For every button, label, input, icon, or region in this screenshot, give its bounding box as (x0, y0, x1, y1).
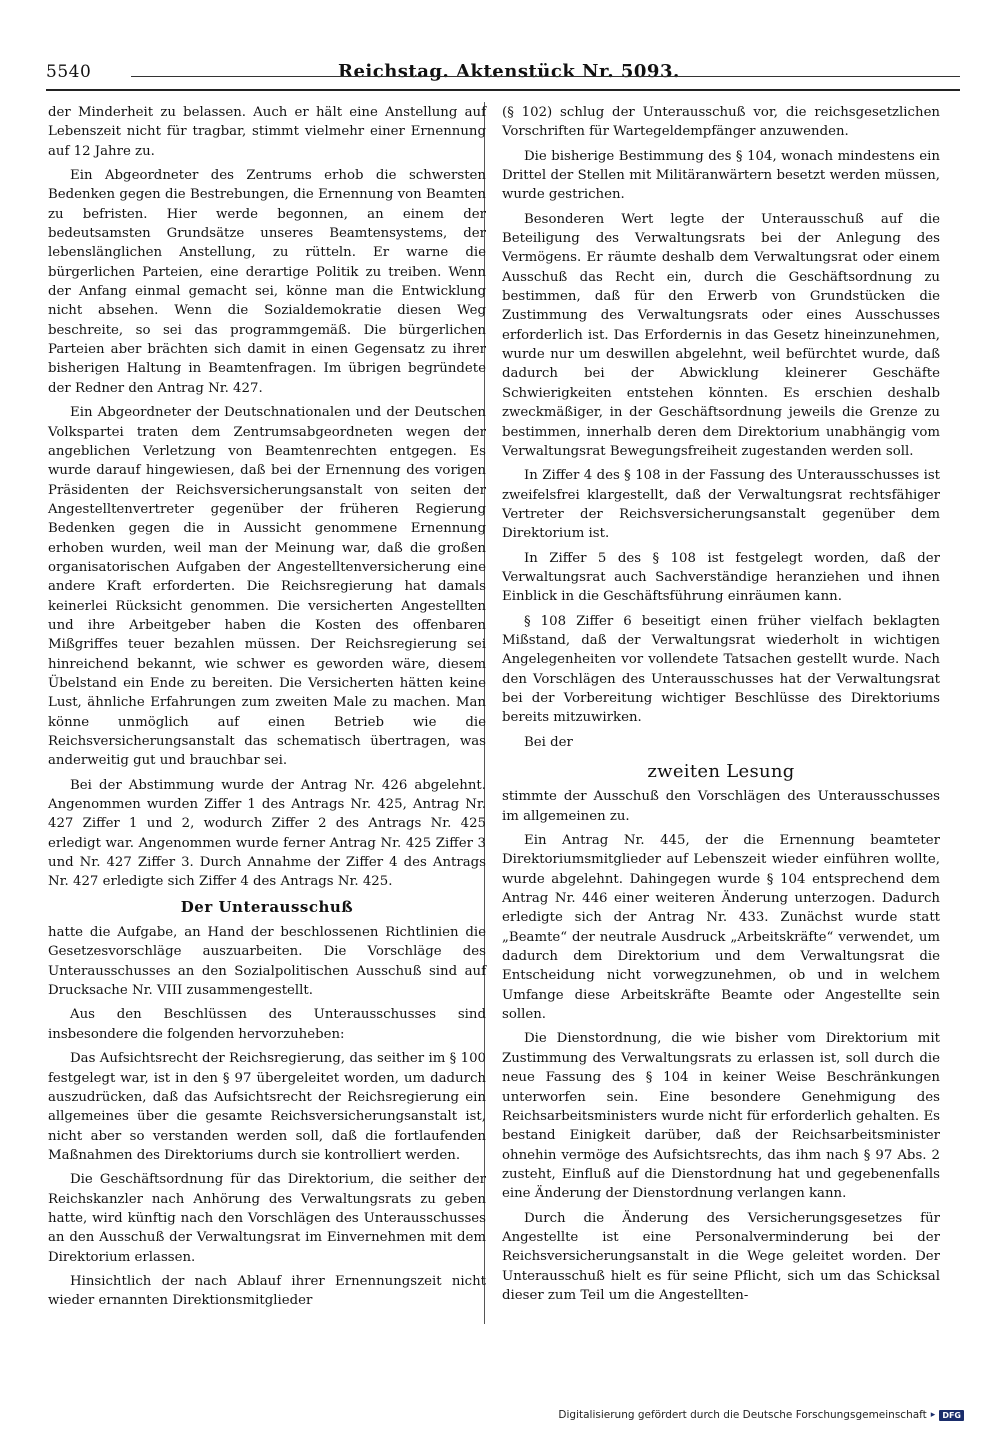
section-heading: zweiten Lesung (647, 761, 795, 782)
paragraph: Durch die Änderung des Versicherungsgesetzes für Angestellte ist eine Personalverminderung bei der Reichsversicherungsanstalt in die Wege geleitet worden. Der Unterausschuß hielt es für seine Pflicht, sich um das Schicksal dieser zum Teil um die Angestellten- (502, 1210, 940, 1303)
paragraph: Aus den Beschlüssen des Unterausschusses sind insbesondere die folgenden hervorzuheben: (48, 1007, 486, 1042)
running-title: Reichstag. Aktenstück Nr. 5093. (338, 61, 680, 82)
header-rule (131, 76, 960, 77)
header-rule-thick (46, 89, 960, 91)
paragraph: stimmte der Ausschuß den Vorschlägen des Unterausschusses im allgemeinen zu. (502, 789, 940, 824)
paragraph: Die Dienstordnung, die wie bisher vom Direktorium mit Zustimmung des Verwaltungsrats zu erlassen ist, soll durch die neue Fassung des § 104 in keiner Weise Beschränkungen unterworfen sein. Eine besondere Genehmigung des Reichsarbeitsministers wurde nicht für erforderlich gehalten. Es bestand Einigkeit darüber, daß der Reichsarbeitsminister ohnehin vermöge des Aufsichtsrechts, das ihm nach § 97 Abs. 2 zusteht, Einfluß auf die Dienstordnung hat und gegebenenfalls eine Änderung der Dienstordnung verlangen kann. (502, 1031, 940, 1202)
paragraph: Ein Abgeordneter der Deutschnationalen und der Deutschen Volkspartei traten dem Zentrumsabgeordneten wegen der angeblichen Verletzung von Beamtenrechten entgegen. Es wurde darauf hingewiesen, daß bei der Ernennung des vorigen Präsidenten der Reichsversicherungsanstalt von seiten der Angestelltenvertreter gegenüber der früheren Regierung Bedenken gegen die in Aussicht genommene Ernennung erhoben wurden, weil man der Meinung war, daß die großen organisatorischen Aufgaben der Angestelltenversicherung eine andere Kraft erforderten. Die Reichsregierung hat damals keinerlei Rücksicht genommen. Die versicherten Angestellten und ihre Arbeitgeber haben die Kosten des offenbaren Mißgriffes teuer bezahlen müssen. Der Reichsregierung sei hinreichend bekannt, wie schwer es geworden wäre, diesem Übelstand ein Ende zu bereiten. Die Versicherten hätten keine Lust, ähnliche Erfahrungen zum zweiten Male zu machen. Man könne unmöglich auf einen Betrieb wie die Reichsversicherungsanstalt das schematisch übertragen, was anderweitig gut und brauchbar sei. (48, 405, 486, 769)
paragraph: § 108 Ziffer 6 beseitigt einen früher vielfach beklagten Mißstand, daß der Verwaltungsrat wiederholt in wichtigen Angelegenheiten vor vollendete Tatsachen gestellt wurde. Nach den Vorschlägen des Unterausschusses hat der Verwaltungsrat bei der Vorbereitung wichtiger Beschlüsse des Direktoriums bereits mitzuwirken. (502, 613, 940, 726)
page-number: 5540 (46, 62, 92, 82)
paragraph: Ein Abgeordneter des Zentrums erhob die schwersten Bedenken gegen die Bestrebungen, die Ernennung von Beamten zu befristen. Hier werde begonnen, an einem der bedeutsamsten Grundsätze unseres Beamtensystems, der lebenslänglichen Anstellung, zu rütteln. Er warne die bürgerlichen Parteien, eine derartige Politik zu treiben. Wenn der Anfang einmal gemacht sei, könne man die Entwicklung nicht absehen. Wenn die Sozialdemokratie diesen Weg beschreite, so sei das programmgemäß. Die bürgerlichen Parteien aber brächten sich damit in einen Gegensatz zu ihrer bisherigen Haltung in Beamtenfragen. Im übrigen begründete der Redner den Antrag Nr. 427. (48, 168, 486, 396)
paragraph: hatte die Aufgabe, an Hand der beschlossenen Richtlinien die Gesetzesvorschläge auszuarbeiten. Die Vorschläge des Unterausschusses an den Sozialpolitischen Ausschuß sind auf Drucksache Nr. VIII zusammengestellt. (48, 925, 486, 999)
paragraph: Das Aufsichtsrecht der Reichsregierung, das seither im § 100 festgelegt war, ist in den § 97 übergeleitet worden, um dadurch auszudrücken, daß das Aufsichtsrecht der Reichsregierung ein allgemeines über die gesamte Reichsversicherungsanstalt ist, nicht aber so verstanden werden soll, daß die fortlaufenden Maßnahmen des Direktoriums durch sie kontrolliert werden. (48, 1051, 486, 1163)
paragraph: Ein Antrag Nr. 445, der die Ernennung beamteter Direktoriumsmitglieder auf Lebenszeit wieder einführen wollte, wurde abgelehnt. Dahingegen wurde § 104 entsprechend dem Antrag Nr. 446 einer weiteren Änderung unterzogen. Dadurch erledigte sich der Antrag Nr. 433. Zunächst wurde statt „Beamte“ der neutrale Ausdruck „Arbeitskräfte“ verwendet, um dadurch dem Direktorium und dem Verwaltungsrat die Entscheidung nicht vorwegzunehmen, ob und in welchem Umfange diese Arbeitskräfte Beamte oder Angestellte sein sollen. (502, 833, 940, 1023)
paragraph: Die bisherige Bestimmung des § 104, wonach mindestens ein Drittel der Stellen mit Militäranwärtern besetzt werden müssen, wurde gestrichen. (502, 148, 940, 203)
paragraph: Bei der (524, 734, 573, 750)
right-column (502, 103, 940, 1310)
funding-note (558, 1409, 964, 1421)
paragraph: Hinsichtlich der nach Ablauf ihrer Ernennungszeit nicht wieder ernannten Direktionsmitglieder (48, 1273, 486, 1309)
paragraph: In Ziffer 5 des § 108 ist festgelegt worden, daß der Verwaltungsrat auch Sachverständige heranziehen und ihnen Einblick in die Geschäftsführung einräumen kann. (502, 550, 940, 605)
paragraph: der Minderheit zu belassen. Auch er hält eine Anstellung auf Lebenszeit nicht für tragbar, stimmt vielmehr einer Ernennung auf 12 Jahre zu. (48, 105, 486, 159)
funding-text: Digitalisierung gefördert durch die Deutsche Forschungsgemeinschaft (558, 1409, 927, 1421)
paragraph: Bei der Abstimmung wurde der Antrag Nr. 426 abgelehnt. Angenommen wurden Ziffer 1 des Antrags Nr. 425, Antrag Nr. 427 Ziffer 1 und 2, wodurch Ziffer 2 des Antrags Nr. 425 erledigt war. Angenommen wurde ferner Antrag Nr. 425 Ziffer 3 und Nr. 427 Ziffer 3. Durch Annahme der Ziffer 4 des Antrags Nr. 427 erledigte sich Ziffer 4 des Antrags Nr. 425. (48, 777, 486, 890)
arrow-icon: ▸ (930, 1410, 936, 1420)
paragraph: (§ 102) schlug der Unterausschuß vor, die reichsgesetzlichen Vorschriften für Wartegeldempfänger anzuwenden. (502, 105, 940, 140)
paragraph: Besonderen Wert legte der Unterausschuß auf die Beteiligung des Verwaltungsrats bei der Anlegung des Vermögens. Er räumte deshalb dem Verwaltungsrat oder einem Ausschuß das Recht ein, durch die Geschäftsordnung zu bestimmen, daß für den Erwerb von Grundstücken die Zustimmung des Verwaltungsrats oder eines Ausschusses erforderlich ist. Das Erfordernis in das Gesetz hineinzunehmen, wurde nur um deswillen abgelehnt, weil befürchtet wurde, daß dadurch bei der Abwicklung kleinerer Geschäfte Schwierigkeiten entstehen könnten. Es erschien deshalb zweckmäßiger, in der Geschäftsordnung jeweils die Grenze zu bestimmen, innerhalb deren dem Direktorium unabhängig vom Verwaltungsrat Bewegungsfreiheit zugestanden werden soll. (502, 211, 940, 459)
page-header (46, 62, 960, 92)
paragraph: Die Geschäftsordnung für das Direktorium, die seither der Reichskanzler nach Anhörung des Verwaltungsrats zu geben hatte, wird künftig nach den Vorschlägen des Unterausschusses an den Ausschuß der Verwaltungsrat im Einvernehmen mit dem Direktorium erlassen. (48, 1172, 486, 1265)
left-column (48, 103, 486, 1316)
paragraph: In Ziffer 4 des § 108 in der Fassung des Unterausschusses ist zweifelsfrei klargestellt, daß der Verwaltungsrat rechtsfähiger Vertreter der Reichsversicherungsanstalt gegenüber dem Direktorium ist. (502, 468, 940, 542)
dfg-logo: DFG (939, 1410, 964, 1421)
section-heading: Der Unterausschuß (180, 897, 354, 916)
